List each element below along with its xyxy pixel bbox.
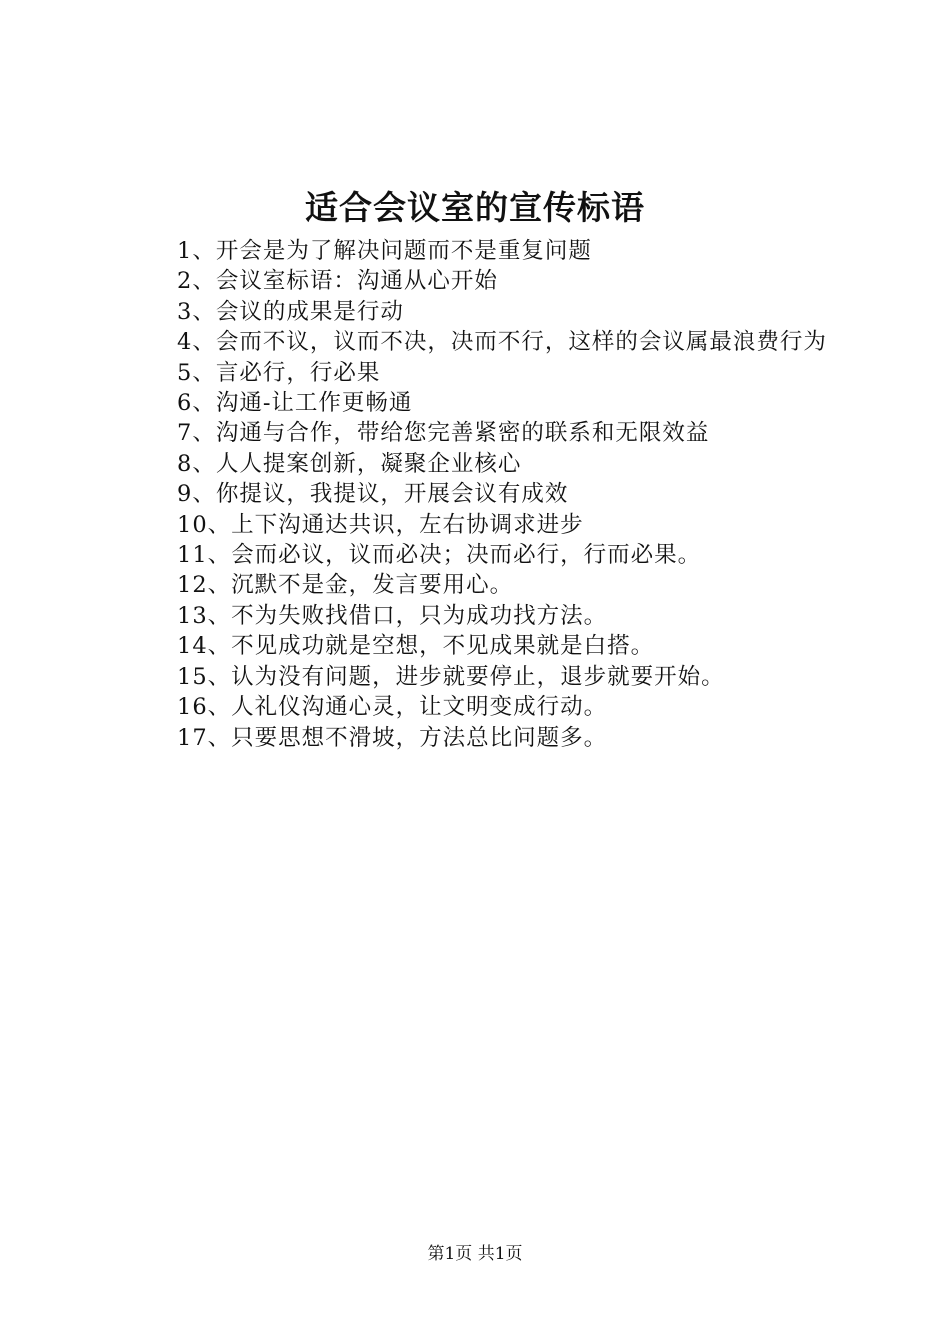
slogan-item: 13、不为失败找借口，只为成功找方法。 <box>177 602 608 629</box>
slogan-item: 15、认为没有问题，进步就要停止，退步就要开始。 <box>177 663 725 690</box>
slogan-item: 14、不见成功就是空想，不见成果就是白搭。 <box>177 633 655 660</box>
slogan-item: 3、会议的成果是行动 <box>177 298 404 325</box>
slogan-item: 4、会而不议，议而不决，决而不行，这样的会议属最浪费行为 <box>177 329 827 356</box>
slogan-item: 5、言必行，行必果 <box>177 359 381 386</box>
slogan-item: 17、只要思想不滑坡，方法总比问题多。 <box>177 724 608 751</box>
slogan-item: 7、沟通与合作，带给您完善紧密的联系和无限效益 <box>177 420 710 447</box>
slogan-item: 10、上下沟通达共识，左右协调求进步 <box>177 511 584 538</box>
slogan-item: 1、开会是为了解决问题而不是重复问题 <box>177 238 592 264</box>
slogan-item: 6、沟通-让工作更畅通 <box>177 390 413 417</box>
document-title: 适合会议室的宣传标语 <box>305 188 645 227</box>
slogan-item: 16、人礼仪沟通心灵，让文明变成行动。 <box>177 694 608 721</box>
slogan-item: 12、沉默不是金，发言要用心。 <box>177 572 514 599</box>
slogan-item: 8、人人提案创新，凝聚企业核心 <box>177 450 522 477</box>
page-footer: 第1页 共1页 <box>427 1244 523 1264</box>
slogan-item: 11、会而必议，议而必决；决而必行，行而必果。 <box>177 542 702 569</box>
slogan-list <box>130 236 835 753</box>
slogan-item: 2、会议室标语：沟通从心开始 <box>177 268 498 295</box>
slogan-item: 9、你提议，我提议，开展会议有成效 <box>177 481 569 508</box>
